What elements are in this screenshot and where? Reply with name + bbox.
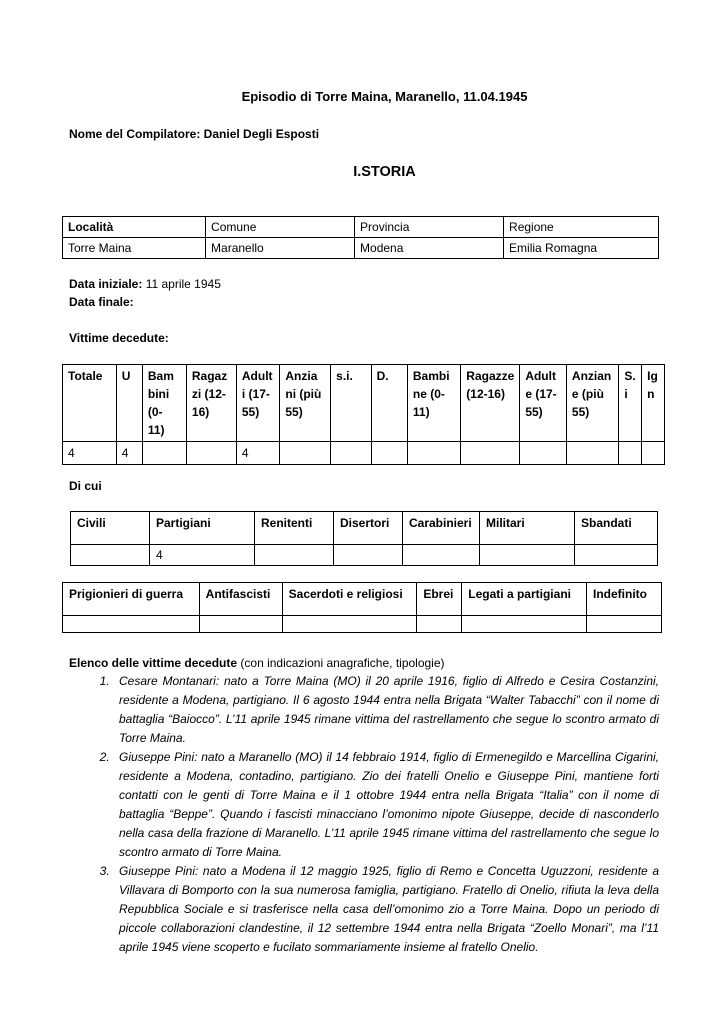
victims-value-cell [642,442,665,465]
category2-header-row [63,583,662,616]
category-header-cell: Militari [480,512,575,545]
value-localita: Torre Maina [63,238,206,259]
category2-table [62,582,662,633]
category2-header-cell: Antifascisti [199,583,282,616]
start-date-value: 11 aprile 1945 [142,277,221,291]
category2-header-cell: Legati a partigiani [462,583,587,616]
category2-value-cell [587,616,662,633]
value-provincia: Modena [355,238,504,259]
category-value-cell [255,545,334,566]
victims-header-cell: Anzia ni (più 55) [280,365,331,442]
category-header-row [71,512,658,545]
victims-list-heading-bold: Elenco delle vittime decedute [69,656,238,670]
victims-value-cell [619,442,642,465]
value-comune: Maranello [206,238,355,259]
category2-value-cell [462,616,587,633]
victims-header-cell: U [116,365,142,442]
category2-value-cell [63,616,200,633]
victims-list [69,672,659,957]
category-header-cell: Disertori [334,512,403,545]
victims-header-row [63,365,665,442]
victims-header-cell: D. [371,365,407,442]
category2-value-row [63,616,662,633]
end-date-label: Data finale: [69,295,134,309]
start-date-line [69,275,221,293]
list-item: 1. Cesare Montanari: nato a Torre Maina (MO) il 20 aprile 1916, figlio di Alfredo e Cesira Costanzini, residente a Modena, partigiano. Il 6 agosto 1944 entra nella Brigata “Walter Tabacchi” con il nome di battaglia “Baiocco”. L’11 aprile 1945 rimane vittima del rastrellamento che segue lo scontro armato di Torre Maina. [113,672,659,748]
category-value-cell [403,545,480,566]
category-value-cell [575,545,658,566]
category2-value-cell [199,616,282,633]
victims-table [62,364,665,465]
location-value-row [63,238,659,259]
victims-header-cell: Ragaz zi (12- 16) [186,365,236,442]
compiler-line: Nome del Compilatore: Daniel Degli Esposti [69,127,320,141]
victims-value-cell [407,442,460,465]
victims-header-cell: Adult e (17- 55) [520,365,567,442]
victims-value-cell [142,442,186,465]
category-header-cell: Civili [71,512,150,545]
category2-header-cell: Ebrei [417,583,462,616]
dates-block [69,275,221,311]
category2-header-cell: Sacerdoti e religiosi [282,583,417,616]
list-item: 3. Giuseppe Pini: nato a Modena il 12 maggio 1925, figlio di Remo e Concetta Uguzzoni, residente a Villavara di Bomporto con la sua numerosa famiglia, partigiano. Fratello di Onelio, rifiuta la leva della Repubblica Sociale e si trasferisce nella casa dell’omonimo zio a Torre Maina. Dopo un periodo di piccole collaborazioni clandestine, il 12 settembre 1944 entra nella Brigata “Zoello Monari”, ma l’11 aprile 1945 viene scoperto e fucilato sommariamente insieme al fratello Onelio. [113,862,659,957]
victims-value-row [63,442,665,465]
victims-value-cell [186,442,236,465]
victims-value-cell [280,442,331,465]
category-table [70,511,658,566]
victims-list-section [69,654,659,957]
document-title: Episodio di Torre Maina, Maranello, 11.04.1945 [241,89,528,104]
victims-value-cell [461,442,520,465]
victims-value-cell: 4 [63,442,117,465]
di-cui-label: Di cui [69,479,102,493]
category-value-cell [334,545,403,566]
victims-header-cell: Adult i (17- 55) [236,365,279,442]
victims-label: Vittime decedute: [69,331,169,345]
header-regione: Regione [504,217,659,238]
victims-header-cell: Bambi ne (0- 11) [407,365,460,442]
victims-list-heading [69,654,659,672]
location-header-row [63,217,659,238]
header-localita: Località [63,217,206,238]
victims-value-cell [566,442,618,465]
end-date-line [69,293,221,311]
victims-header-cell: Ragazze (12-16) [461,365,520,442]
list-item: 2. Giuseppe Pini: nato a Maranello (MO) il 14 febbraio 1914, figlio di Ermenegildo e Marcellina Cigarini, residente a Modena, contadino, partigiano. Zio dei fratelli Onelio e Giuseppe Pini, mantiene forti contatti con le genti di Torre Maina e il 1 ottobre 1944 entra nella Brigata “Italia” con il nome di battaglia “Beppe”. Quando i fascisti minacciano l’omonimo nipote Giuseppe, decide di nasconderlo nella casa della frazione di Maranello. L’11 aprile 1945 rimane vittima del rastrellamento che segue lo scontro armato di Torre Maina. [113,748,659,862]
section-title: I.STORIA [353,164,416,180]
start-date-label: Data iniziale: [69,277,143,291]
victims-header-cell: Ig n [642,365,665,442]
header-comune: Comune [206,217,355,238]
category2-header-cell: Indefinito [587,583,662,616]
victims-value-cell [331,442,371,465]
victims-value-cell: 4 [236,442,279,465]
category2-header-cell: Prigionieri di guerra [63,583,200,616]
category-header-cell: Sbandati [575,512,658,545]
category-value-cell [480,545,575,566]
category2-value-cell [282,616,417,633]
header-provincia: Provincia [355,217,504,238]
victims-header-cell: s.i. [331,365,371,442]
category-header-cell: Carabinieri [403,512,480,545]
victims-header-cell: Bam bini (0- 11) [142,365,186,442]
victims-list-heading-rest: (con indicazioni anagrafiche, tipologie) [237,656,445,670]
victims-value-cell [371,442,407,465]
category-value-cell [71,545,150,566]
category2-value-cell [417,616,462,633]
location-table [62,216,659,259]
category-value-cell: 4 [150,545,255,566]
victims-value-cell [520,442,567,465]
category-value-row [71,545,658,566]
victims-value-cell: 4 [116,442,142,465]
victims-header-cell: Anzian e (più 55) [566,365,618,442]
victims-header-cell: S. i [619,365,642,442]
category-header-cell: Partigiani [150,512,255,545]
category-header-cell: Renitenti [255,512,334,545]
victims-header-cell: Totale [63,365,117,442]
value-regione: Emilia Romagna [504,238,659,259]
